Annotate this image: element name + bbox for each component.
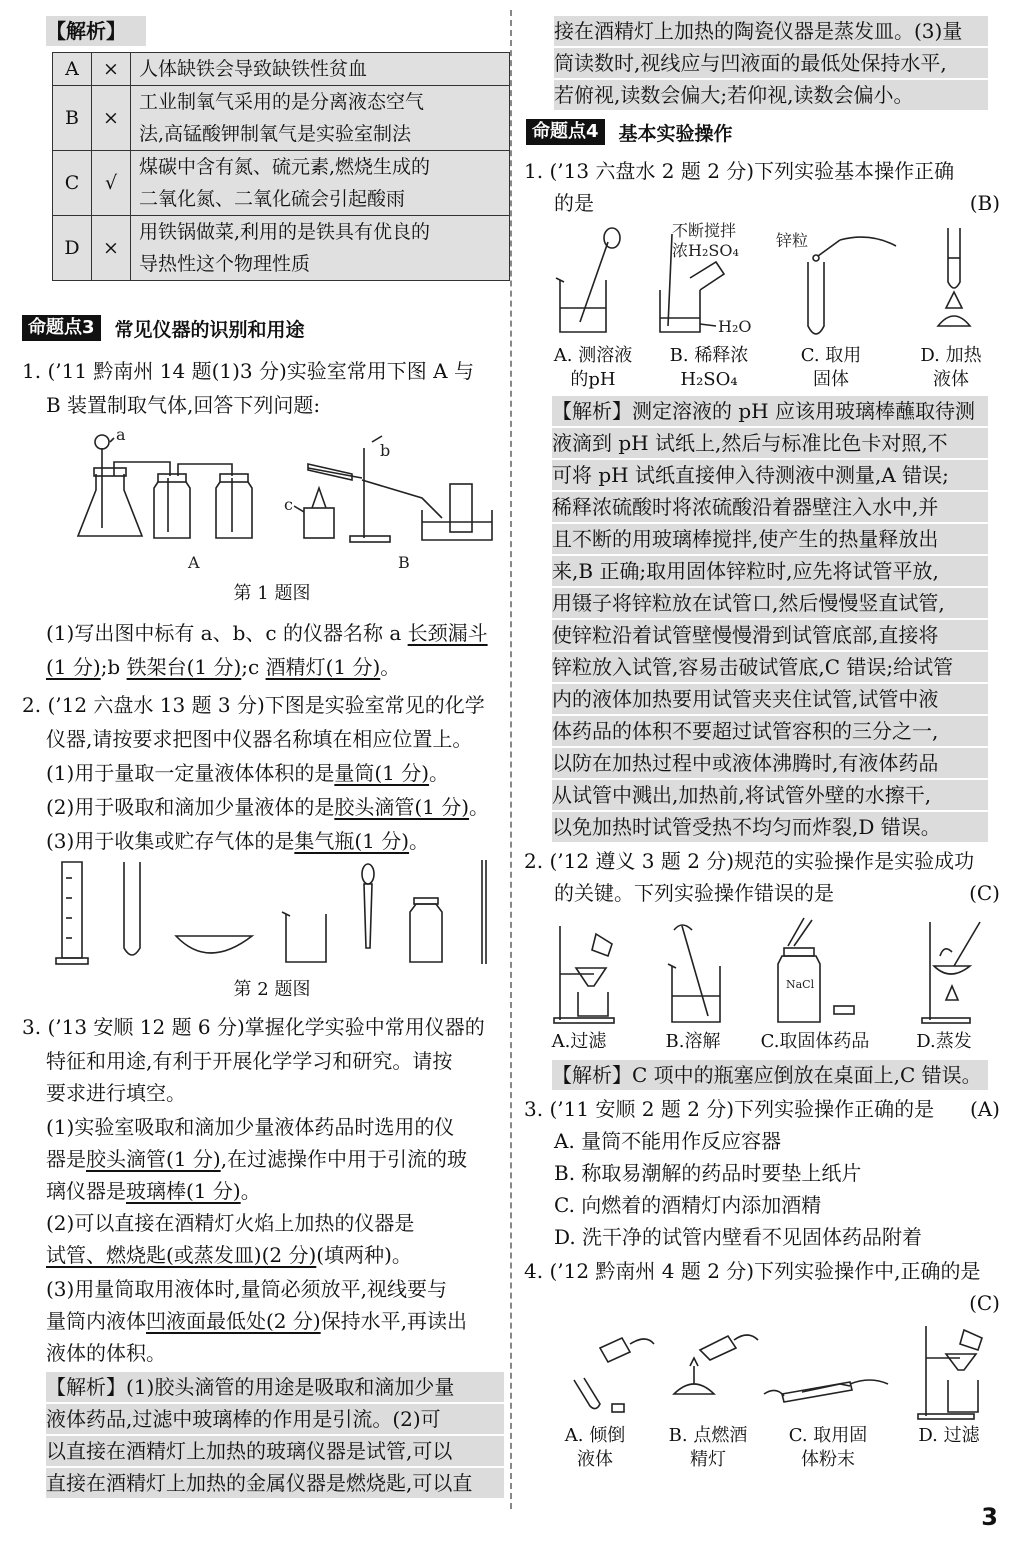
- mark-cell: ×: [92, 216, 131, 281]
- topic-tag: 命题点3: [22, 315, 101, 341]
- svg-text:锌粒: 锌粒: [776, 231, 809, 250]
- r-q2-option-a: A.过滤: [551, 1031, 607, 1052]
- column-divider: [510, 10, 512, 1509]
- r-q3-option-d: D. 洗干净的试管内壁看不见固体药品附着: [554, 1225, 923, 1249]
- table-row: [53, 86, 510, 151]
- answer-a: 长颈漏斗: [407, 621, 488, 645]
- analysis-line: 可将 pH 试纸直接伸入待测液中测量,A 错误;: [552, 460, 988, 490]
- mark-cell: √: [92, 151, 131, 216]
- q2-instruments-figure: [52, 858, 502, 968]
- q2-caption: 第 2 题图: [233, 979, 311, 1000]
- q1-sub1-line1: (1)写出图中标有 a、b、c 的仪器名称 a 长颈漏斗: [46, 621, 488, 645]
- analysis-line: 用镊子将锌粒放在试管口,然后慢慢竖直试管,: [552, 588, 988, 618]
- q3-analysis-line: 直接在酒精灯上加热的金属仪器是燃烧匙,可以直: [46, 1468, 504, 1498]
- r-q2-option-c: C.取固体药品: [760, 1031, 870, 1052]
- svg-text:浓H₂SO₄: 浓H₂SO₄: [672, 241, 739, 260]
- q2-sub2: (2)用于吸取和滴加少量液体的是胶头滴管(1 分)。: [46, 795, 490, 819]
- r-q4-option-b: B. 点燃酒 精灯: [668, 1425, 748, 1470]
- r-q1-option-c: C. 取用 固体: [800, 345, 862, 390]
- r-q2-answer: (C): [969, 881, 1000, 905]
- r-q4-option-a: A. 倾倒 液体: [564, 1425, 626, 1470]
- q2-sub3: (3)用于收集或贮存气体的是集气瓶(1 分)。: [46, 829, 430, 853]
- r-q4-line1: 4. (’12 黔南州 4 题 2 分)下列实验操作中,正确的是: [524, 1259, 981, 1283]
- r-q2-operations-figure: [550, 916, 1000, 1024]
- table-row: [53, 216, 510, 281]
- topic-tag: 命题点4: [526, 119, 605, 145]
- analysis-line: 体药品的体积不要超过试管容积的三分之一,: [552, 716, 988, 746]
- explain-cell: 人体缺铁会导致缺铁性贫血: [131, 53, 510, 86]
- mark-cell: ×: [92, 86, 131, 151]
- q3-sub1-line2: 器是胶头滴管(1 分),在过滤操作中用于引流的玻: [46, 1147, 468, 1171]
- r-q3-option-b: B. 称取易潮解的药品时要垫上纸片: [554, 1161, 862, 1185]
- answer-b: 铁架台(1 分): [126, 655, 242, 679]
- q3-sub2-line1: (2)可以直接在酒精灯火焰上加热的仪器是: [46, 1211, 415, 1235]
- q2-sub1: (1)用于量取一定量液体体积的是量筒(1 分)。: [46, 761, 450, 785]
- analysis-line: 【解析】测定溶液的 pH 应该用玻璃棒蘸取待测: [552, 396, 988, 426]
- r-q4-option-d: D. 过滤: [918, 1425, 980, 1446]
- r-q2-option-d: D.蒸发: [916, 1031, 972, 1052]
- analysis-line: 稀释浓硫酸时将浓硫酸沿着器壁注入水中,并: [552, 492, 988, 522]
- r-q1-option-d: D. 加热 液体: [920, 345, 982, 390]
- q3-sub1-line1: (1)实验室吸取和滴加少量液体药品时选用的仪: [46, 1115, 455, 1139]
- svg-text:NaCl: NaCl: [786, 978, 815, 991]
- analysis-line: 以免加热时试管受热不均匀而炸裂,D 错误。: [552, 812, 988, 842]
- analysis-line: 锌粒放入试管,容易击破试管底,C 错误;给试管: [552, 652, 988, 682]
- continued-analysis-line: 筒读数时,视线应与凹液面的最低处保持水平,: [554, 48, 988, 78]
- q3-sub3-line1: (3)用量筒取用液体时,量筒必须放平,视线要与: [46, 1277, 448, 1301]
- topic-4-header: [526, 118, 733, 146]
- r-q1-option-a: A. 测溶液 的pH: [553, 345, 633, 390]
- svg-text:A: A: [188, 553, 200, 572]
- svg-text:H₂O: H₂O: [718, 317, 752, 336]
- r-q1-answer: (B): [969, 191, 1000, 215]
- q3-analysis-line: 液体药品,过滤中玻璃棒的作用是引流。(2)可: [46, 1404, 504, 1434]
- r-q2-analysis: 【解析】C 项中的瓶塞应倒放在桌面上,C 错误。: [552, 1060, 988, 1090]
- q2-line2: 仪器,请按要求把图中仪器名称填在相应位置上。: [46, 727, 473, 751]
- r-q3-option-a: A. 量筒不能用作反应容器: [554, 1129, 782, 1153]
- q1-apparatus-figure: [72, 425, 502, 578]
- r-q3-option-c: C. 向燃着的酒精灯内添加酒精: [554, 1193, 822, 1217]
- analysis-line: 内的液体加热要用试管夹夹住试管,试管中液: [552, 684, 988, 714]
- analysis-line: 使锌粒沿着试管壁慢慢滑到试管底部,直接将: [552, 620, 988, 650]
- explain-cell: 工业制氧气采用的是分离液态空气 法,高锰酸钾制氧气是实验室制法: [131, 86, 510, 151]
- q2-line1: 2. (’12 六盘水 13 题 3 分)下图是实验室常见的化学: [22, 693, 485, 717]
- analysis-line: 来,B 正确;取用固体锌粒时,应先将试管平放,: [552, 556, 988, 586]
- svg-text:c: c: [284, 495, 293, 514]
- r-q2-line1: 2. (’12 遵义 3 题 2 分)规范的实验操作是实验成功: [524, 849, 975, 873]
- r-q3-line1: 3. (’11 安顺 2 题 2 分)下列实验操作正确的是: [524, 1097, 935, 1121]
- r-q3-answer: (A): [969, 1097, 1000, 1121]
- topic-title: 基本实验操作: [618, 122, 733, 145]
- q1-caption: 第 1 题图: [233, 583, 311, 604]
- mark-cell: ×: [92, 53, 131, 86]
- q3-analysis-line: 以直接在酒精灯上加热的玻璃仪器是试管,可以: [46, 1436, 504, 1466]
- topic-title: 常见仪器的识别和用途: [114, 318, 305, 341]
- analysis-line: 以防在加热过程中或液体沸腾时,有液体药品: [552, 748, 988, 778]
- q3-line3: 要求进行填空。: [46, 1081, 186, 1105]
- table-row: [53, 53, 510, 86]
- svg-text:B: B: [398, 553, 410, 572]
- r-q2-option-b: B.溶解: [665, 1031, 721, 1052]
- q3-sub2-line2: 试管、燃烧匙(或蒸发皿)(2 分)(填两种)。: [46, 1243, 412, 1267]
- continued-analysis-line: 若俯视,读数会偏大;若仰视,读数会偏小。: [554, 80, 988, 110]
- q3-sub3-line2: 量筒内液体凹液面最低处(2 分)保持水平,再读出: [46, 1309, 468, 1333]
- svg-text:b: b: [380, 441, 391, 460]
- answer-c: 酒精灯(1 分): [265, 655, 381, 679]
- q3-line2: 特征和用途,有利于开展化学学习和研究。请按: [46, 1049, 453, 1073]
- q1-sub1-line2: (1 分);b 铁架台(1 分);c 酒精灯(1 分)。: [46, 655, 401, 679]
- analysis-line: 且不断的用玻璃棒搅拌,使产生的热量释放出: [552, 524, 988, 554]
- q3-line1: 3. (’13 安顺 12 题 6 分)掌握化学实验中常用仪器的: [22, 1015, 485, 1039]
- analysis-header: 【解析】: [46, 16, 146, 46]
- r-q4-option-c: C. 取用固 体粉末: [788, 1425, 868, 1470]
- svg-text:不断搅拌: 不断搅拌: [672, 221, 737, 240]
- q1-line2: B 装置制取气体,回答下列问题:: [46, 393, 321, 417]
- option-cell: A: [53, 53, 92, 86]
- analysis-table: [52, 52, 510, 281]
- option-cell: B: [53, 86, 92, 151]
- r-q1-option-b: B. 稀释浓 H₂SO₄: [669, 345, 749, 390]
- option-cell: C: [53, 151, 92, 216]
- option-cell: D: [53, 216, 92, 281]
- r-q1-line2: 的是: [554, 191, 594, 215]
- analysis-line: 液滴到 pH 试纸上,然后与标准比色卡对照,不: [552, 428, 988, 458]
- q3-analysis-line: 【解析】(1)胶头滴管的用途是吸取和滴加少量: [46, 1372, 504, 1402]
- svg-text:a: a: [116, 425, 126, 444]
- q3-sub1-line3: 璃仪器是玻璃棒(1 分)。: [46, 1179, 261, 1203]
- table-row: [53, 151, 510, 216]
- page-number: 3: [981, 1503, 998, 1531]
- continued-analysis-line: 接在酒精灯上加热的陶瓷仪器是蒸发皿。(3)量: [554, 16, 988, 46]
- topic-3-header: [22, 314, 305, 342]
- analysis-line: 从试管中溅出,加热前,将试管外壁的水擦干,: [552, 780, 988, 810]
- r-q4-answer: (C): [969, 1291, 1000, 1315]
- explain-cell: 煤碳中含有氮、硫元素,燃烧生成的 二氧化氮、二氧化硫会引起酸雨: [131, 151, 510, 216]
- r-q1-line1: 1. (’13 六盘水 2 题 2 分)下列实验基本操作正确: [524, 159, 955, 183]
- q1-line1: 1. (’11 黔南州 14 题(1)3 分)实验室常用下图 A 与: [22, 359, 474, 383]
- q3-sub3-line3: 液体的体积。: [46, 1341, 166, 1365]
- r-q4-operations-figure: [550, 1324, 1000, 1420]
- r-q1-operations-figure: [550, 222, 1000, 342]
- explain-cell: 用铁锅做菜,利用的是铁具有优良的 导热性这个物理性质: [131, 216, 510, 281]
- r-q2-line2: 的关键。下列实验操作错误的是: [554, 881, 834, 905]
